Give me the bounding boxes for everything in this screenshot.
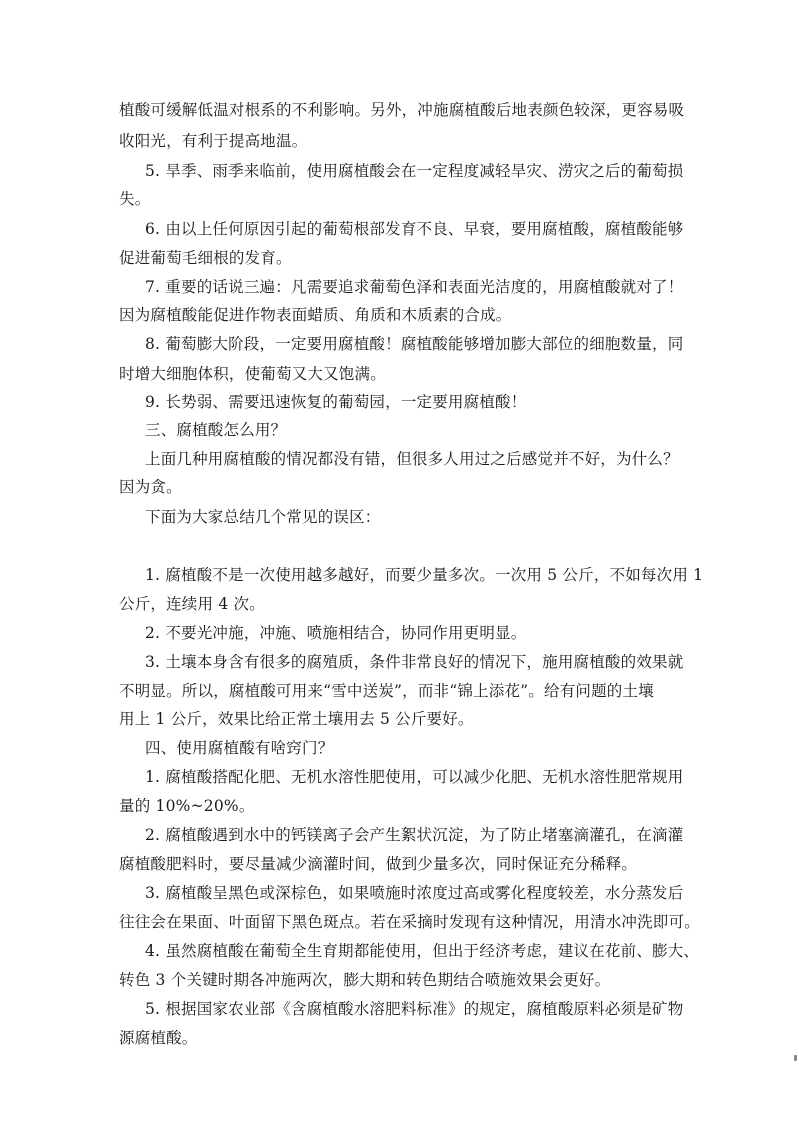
section-heading-3: 三、腐植酸怎么用？	[145, 421, 287, 439]
text-line: 促进葡萄毛细根的发育。	[119, 249, 292, 267]
text-line: 因为腐植酸能促进作物表面蜡质、角质和木质素的合成。	[119, 306, 512, 324]
page-edge-mark	[794, 1055, 797, 1061]
text-line: 因为贪。	[119, 478, 182, 496]
text-line: 不明显。所以，腐植酸可用来“雪中送炭”，而非“锦上添花”。给有问题的土壤	[119, 682, 654, 700]
paragraph-line: 上面几种用腐植酸的情况都没有错，但很多人用过之后感觉并不好，为什么？	[145, 450, 679, 468]
list-item-6-line: 6. 由以上任何原因引起的葡萄根部发育不良、早衰，要用腐植酸，腐植酸能够	[145, 220, 684, 238]
text-line: 用上 1 公斤，效果比给正常土壤用去 5 公斤要好。	[119, 710, 474, 728]
paragraph-line: 下面为大家总结几个常见的误区：	[145, 508, 381, 526]
text-line: 时增大细胞体积，使葡萄又大又饱满。	[119, 365, 386, 383]
tip-5-line: 5. 根据国家农业部《含腐植酸水溶肥料标准》的规定，腐植酸原料必须是矿物	[145, 1000, 684, 1018]
text-line: 收阳光，有利于提高地温。	[119, 132, 308, 150]
text-line: 往往会在果面、叶面留下黑色斑点。若在采摘时发现有这种情况，用清水冲洗即可。	[119, 913, 700, 931]
tip-4-line: 4. 虽然腐植酸在葡萄全生育期都能使用，但出于经济考虑，建议在花前、膨大、	[145, 942, 700, 960]
list-item-8-line: 8. 葡萄膨大阶段，一定要用腐植酸！腐植酸能够增加膨大部位的细胞数量，同	[145, 335, 684, 353]
text-line: 失。	[119, 190, 151, 208]
text-line: 源腐植酸。	[119, 1029, 198, 1047]
tip-3-line: 3. 腐植酸呈黑色或深棕色，如果喷施时浓度过高或雾化程度较差，水分蒸发后	[145, 884, 684, 902]
text-line: 腐植酸肥料时，要尽量减少滴灌时间，做到少量多次，同时保证充分稀释。	[119, 855, 638, 873]
text-line: 公斤，连续用 4 次。	[119, 595, 265, 613]
text-line: 量的 10%~20%。	[119, 797, 255, 815]
text-line: 植酸可缓解低温对根系的不利影响。另外，冲施腐植酸后地表颜色较深，更容易吸	[119, 101, 685, 119]
tip-1-line: 1. 腐植酸搭配化肥、无机水溶性肥使用，可以减少化肥、无机水溶性肥常规用	[145, 768, 684, 786]
list-item-7-line: 7. 重要的话说三遍：凡需要追求葡萄色泽和表面光洁度的，用腐植酸就对了！	[145, 278, 684, 296]
mistake-2-line: 2. 不要光冲施，冲施、喷施相结合，协同作用更明显。	[145, 624, 527, 642]
tip-2-line: 2. 腐植酸遇到水中的钙镁离子会产生絮状沉淀，为了防止堵塞滴灌孔，在滴灌	[145, 826, 684, 844]
text-line: 转色 3 个关键时期各冲施两次，膨大期和转色期结合喷施效果会更好。	[119, 971, 611, 989]
mistake-3-line: 3. 土壤本身含有很多的腐殖质，条件非常良好的情况下，施用腐植酸的效果就	[145, 653, 684, 671]
section-heading-4: 四、使用腐植酸有啥窍门？	[145, 739, 334, 757]
mistake-1-line: 1. 腐植酸不是一次使用越多越好，而要少量多次。一次用 5 公斤，不如每次用 1	[145, 566, 704, 584]
list-item-9-line: 9. 长势弱、需要迅速恢复的葡萄园，一定要用腐植酸！	[145, 393, 527, 411]
list-item-5-line: 5. 旱季、雨季来临前，使用腐植酸会在一定程度减轻旱灾、涝灾之后的葡萄损	[145, 162, 684, 180]
